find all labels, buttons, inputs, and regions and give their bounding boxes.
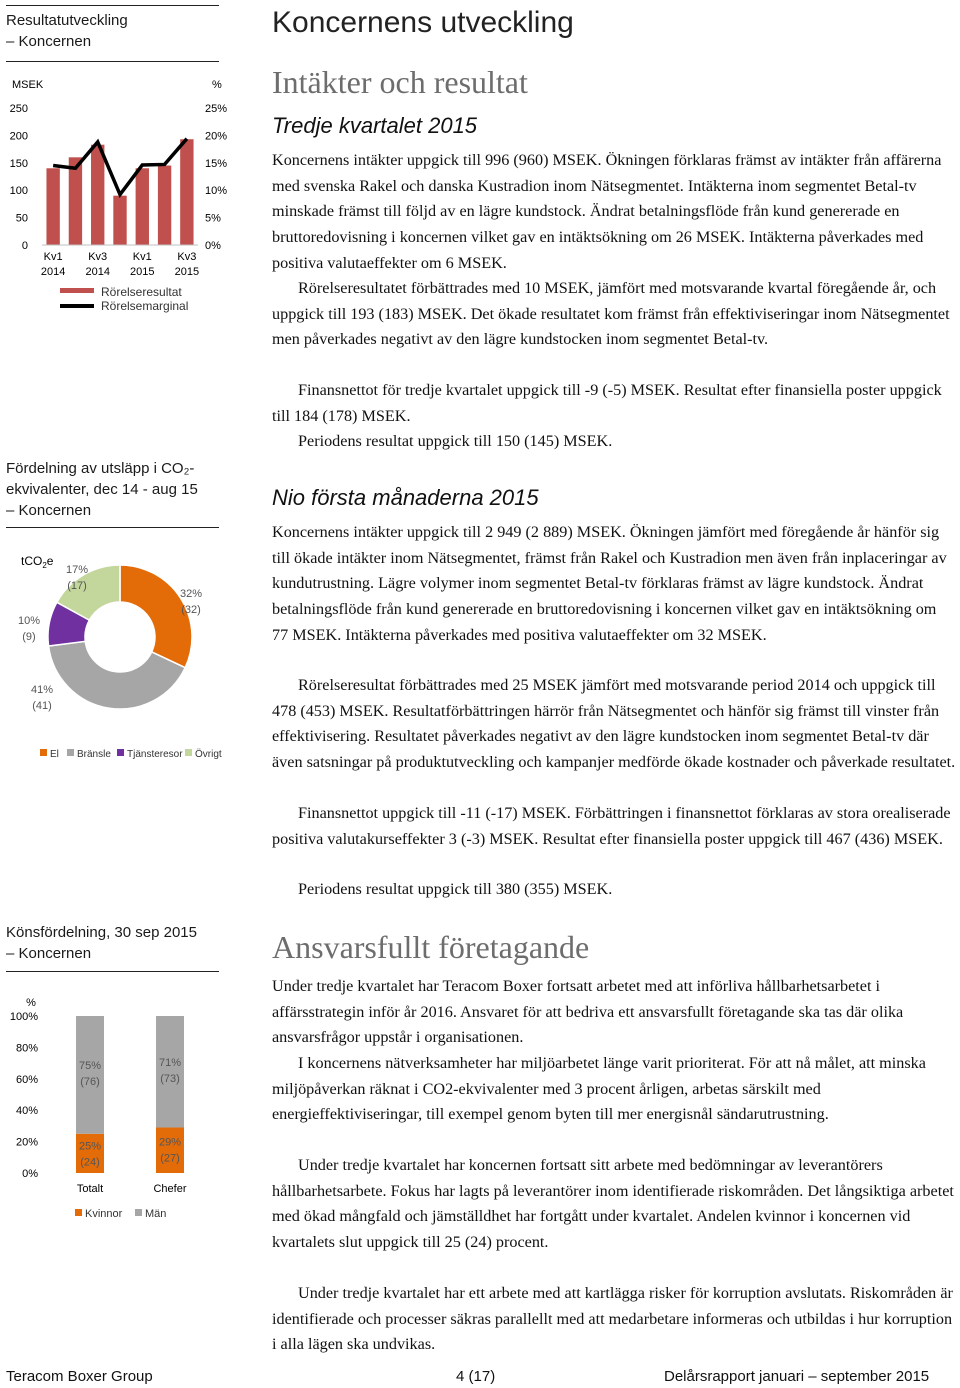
chart2-title-line2: ekvivalenter, dec 14 - aug 15 <box>6 481 198 498</box>
y-axis-label: MSEK <box>12 79 44 91</box>
chart3-title-line1: Könsfördelning, 30 sep 2015 <box>6 924 197 941</box>
y-axis-label: % <box>26 997 36 1009</box>
legend-swatch <box>75 1209 82 1216</box>
footer-report-name: Delårsrapport januari – september 2015 <box>664 1368 930 1385</box>
y-tick-label: 100% <box>9 1011 38 1023</box>
section-title-responsibility: Ansvarsfullt företagande <box>272 929 590 965</box>
responsibility-paragraph: I koncernens nätverksamheter har miljöarbetet länge varit prioriterat. För att nå målet, att minska miljöpåverkan räknat i CO2-ekvivalenter med 3 procent årligen, arbetas särskilt med energieffektiviseringar, till exempel genom byten till mer energisnål sändarutrustning. <box>272 1054 926 1124</box>
x-tick-label: 2015 <box>130 266 155 278</box>
legend-swatch <box>135 1209 142 1216</box>
legend-label: Kvinnor <box>85 1208 123 1220</box>
y-tick-label: 250 <box>9 103 28 115</box>
unit-label: tCO$_2$e <box>21 554 54 570</box>
donut-slice <box>120 565 192 668</box>
y-tick-label: 80% <box>15 1042 38 1055</box>
slice-count-label: (17) <box>67 580 87 592</box>
bar <box>180 139 193 245</box>
chart1-title-line2: – Koncernen <box>6 33 92 50</box>
women-count-label: (24) <box>80 1156 100 1169</box>
x-tick-label: 2014 <box>40 266 66 278</box>
bar <box>158 166 171 245</box>
x-tick-label: Kv3 <box>88 251 108 263</box>
legend-swatch <box>40 749 47 756</box>
section-title-revenue: Intäkter och resultat <box>272 64 528 100</box>
q3-paragraph: Koncernens intäkter uppgick till 996 (960) MSEK. Ökningen förklaras främst av intäkter från affärerna med svenska Rakel och danska Kustradion inom Nätsegmentet. Intäkterna inom segmentet Betal-tv minskade främst till följd av en lägre kundstock. Ändrat betalningsflöde från kund genererade en bruttoredovisning i koncernen vilket gav en intäktsökning om 26 MSEK. Intäkterna påverkades med positiva valutaeffekter om 6 MSEK. <box>272 151 942 272</box>
y-tick-label: 60% <box>15 1073 38 1086</box>
subheading-nine-months: Nio första månaderna 2015 <box>272 485 539 510</box>
nine-paragraph: Finansnettot uppgick till -11 (-17) MSEK. Förbättringen i finansnettot förklaras av stora orealiserade positiva valutakurseffekter 3 (-3) MSEK. Resultat efter finansiella poster uppgick till 467 (436) MSEK. <box>272 804 951 848</box>
men-count-label: (76) <box>80 1075 100 1088</box>
slice-count-label: (32) <box>181 604 201 616</box>
footer-page-number: 4 (17) <box>456 1368 496 1385</box>
bar-men <box>76 1016 104 1134</box>
y-tick-label: 0% <box>22 1168 38 1180</box>
y2-tick-label: 0% <box>205 240 221 252</box>
y2-axis-label: % <box>212 79 222 91</box>
slice-pct-label: 41% <box>30 684 54 696</box>
x-tick-label: Chefer <box>153 1183 187 1195</box>
legend-label: El <box>50 749 59 760</box>
bar <box>113 196 126 245</box>
subheading-q3: Tredje kvartalet 2015 <box>272 113 478 138</box>
gender-chart <box>0 990 240 1230</box>
slice-pct-label: 10% <box>17 615 41 627</box>
y2-tick-label: 5% <box>205 212 221 225</box>
responsibility-paragraph: Under tredje kvartalet har ett arbete med att kartlägga risker för korruption avslutats. Riskområden är identifierade och processer säkras parallellt med att medarbetare informeras och utbildas i hur korruption i alla lägen ska undvikas. <box>272 1284 953 1354</box>
footer-company: Teracom Boxer Group <box>6 1368 153 1385</box>
y2-tick-label: 10% <box>205 185 228 198</box>
y-tick-label: 20% <box>15 1136 38 1149</box>
chart2-title <box>6 458 198 521</box>
y-tick-label: 150 <box>9 157 28 170</box>
bar <box>46 168 59 245</box>
x-tick-label: 2014 <box>85 266 110 278</box>
bar-men <box>156 1016 184 1127</box>
men-pct-label: 75% <box>78 1059 102 1072</box>
page-title: Koncernens utveckling <box>272 6 574 39</box>
bar <box>91 145 104 245</box>
y-tick-label: 50 <box>15 212 28 225</box>
result-chart <box>0 64 240 320</box>
legend-label: Bränsle <box>77 749 111 760</box>
legend-label: Rörelseresultat <box>101 285 182 299</box>
y-tick-label: 40% <box>15 1105 38 1118</box>
nine-paragraph: Koncernens intäkter uppgick till 2 949 (2 889) MSEK. Ökningen jämfört med föregående år hänför sig till ökade intäkter inom Nätsegmentet, främst från Rakel och Kustradion men även från inplaceringar av kundutrustning. Lägre volymer inom segmentet Betal-tv förklaras främst av lägre kundstock. Ändrat betalningsflöde från kund genererade en bruttoredovisning i koncernen vilket gav en intäktsökning om 77 MSEK. Intäkterna påverkades med positiva valutaeffekter om 32 MSEK. <box>272 523 947 644</box>
women-pct-label: 25% <box>78 1140 102 1153</box>
y2-tick-label: 20% <box>205 130 228 143</box>
chart1-top-rule <box>6 5 219 6</box>
chart1-title-line1: Resultatutveckling <box>6 12 128 29</box>
y-tick-label: 100 <box>9 185 28 198</box>
chart3-title-line2: – Koncernen <box>6 945 92 962</box>
men-count-label: (73) <box>160 1073 180 1086</box>
chart3-bottom-rule <box>6 971 219 972</box>
responsibility-paragraph: Under tredje kvartalet har koncernen fortsatt sitt arbete med bedömningar av leverantörers hållbarhetsarbete. Fokus har lagts på leverantörer inom identifierade riskområden. Det långsiktiga arbetet med ökad mångfald och jämställdhet har fortgått under kvartalet. Andelen kvinnor i koncernen vid kvartalets slut uppgick till 25 (24) procent. <box>272 1156 954 1252</box>
x-tick-label: Kv3 <box>177 251 197 263</box>
legend-label: Rörelsemarginal <box>101 299 189 313</box>
slice-pct-label: 17% <box>65 564 89 576</box>
legend-swatch <box>67 749 74 756</box>
nine-paragraph: Periodens resultat uppgick till 380 (355) MSEK. <box>298 880 613 898</box>
x-tick-label: Kv1 <box>132 251 152 263</box>
legend-label: Övrigt <box>195 749 222 760</box>
chart2-title-line3: – Koncernen <box>6 502 92 519</box>
chart1-bottom-rule <box>6 61 219 62</box>
q3-paragraph: Finansnettot för tredje kvartalet uppgick till -9 (-5) MSEK. Resultat efter finansiella poster uppgick till 184 (178) MSEK. <box>272 381 942 425</box>
y-tick-label: 0 <box>21 240 28 252</box>
legend-label: Tjänsteresor <box>127 749 183 760</box>
x-tick-label: Kv1 <box>43 251 63 263</box>
slice-pct-label: 32% <box>179 588 203 600</box>
legend-swatch <box>185 749 192 756</box>
bar <box>136 168 149 245</box>
q3-paragraph: Rörelseresultatet förbättrades med 10 MSEK, jämfört med motsvarande kvartal föregående år, och uppgick till 193 (183) MSEK. Det ökade resultatet kom främst från effektiviseringar inom Nätsegmentet men påverkades negativt av den lägre kundstocken inom segmentet Betal-tv. <box>272 279 950 349</box>
y2-tick-label: 25% <box>205 103 228 115</box>
x-tick-label: Totalt <box>76 1183 104 1195</box>
slice-count-label: (41) <box>32 700 52 712</box>
responsibility-paragraph: Under tredje kvartalet har Teracom Boxer fortsatt arbetet med att införliva hållbarhetsarbetet i affärsstrategin inför år 2016. Ansvaret för att bedriva ett ansvarsfullt företagande ska tas där olika ansvarsfrågor uppstår i organisationen. <box>272 977 904 1047</box>
bar-women <box>156 1127 184 1173</box>
x-tick-label: 2015 <box>174 266 200 278</box>
slice-count-label: (9) <box>22 631 36 643</box>
chart2-bottom-rule <box>6 527 219 528</box>
legend-swatch-bar <box>60 288 94 293</box>
chart3-title <box>6 922 197 964</box>
emission-donut-chart <box>0 540 240 772</box>
men-pct-label: 71% <box>158 1057 182 1070</box>
y2-tick-label: 15% <box>205 157 228 170</box>
women-pct-label: 29% <box>158 1136 182 1149</box>
legend-label: Män <box>145 1208 167 1220</box>
q3-paragraph: Periodens resultat uppgick till 150 (145) MSEK. <box>298 432 613 450</box>
chart2-title-line1: Fördelning av utsläpp i CO₂- <box>6 460 195 477</box>
women-count-label: (27) <box>160 1152 180 1165</box>
bar <box>69 157 82 245</box>
legend-swatch <box>117 749 124 756</box>
chart1-title <box>6 10 128 52</box>
y-tick-label: 200 <box>9 130 28 143</box>
nine-paragraph: Rörelseresultat förbättrades med 25 MSEK jämfört med motsvarande period 2014 och uppgick till 478 (453) MSEK. Resultatförbättringen härrör från Nätsegmentet och hänför sig främst till vinster från effektivisering. Resultatet påverkades negativt av den lägre kundstocken inom segmentet Betal-tv där även satsningar på produktutveckling och kampanjer medförde ökade kostnader och påverkade resultatet. <box>272 676 956 772</box>
